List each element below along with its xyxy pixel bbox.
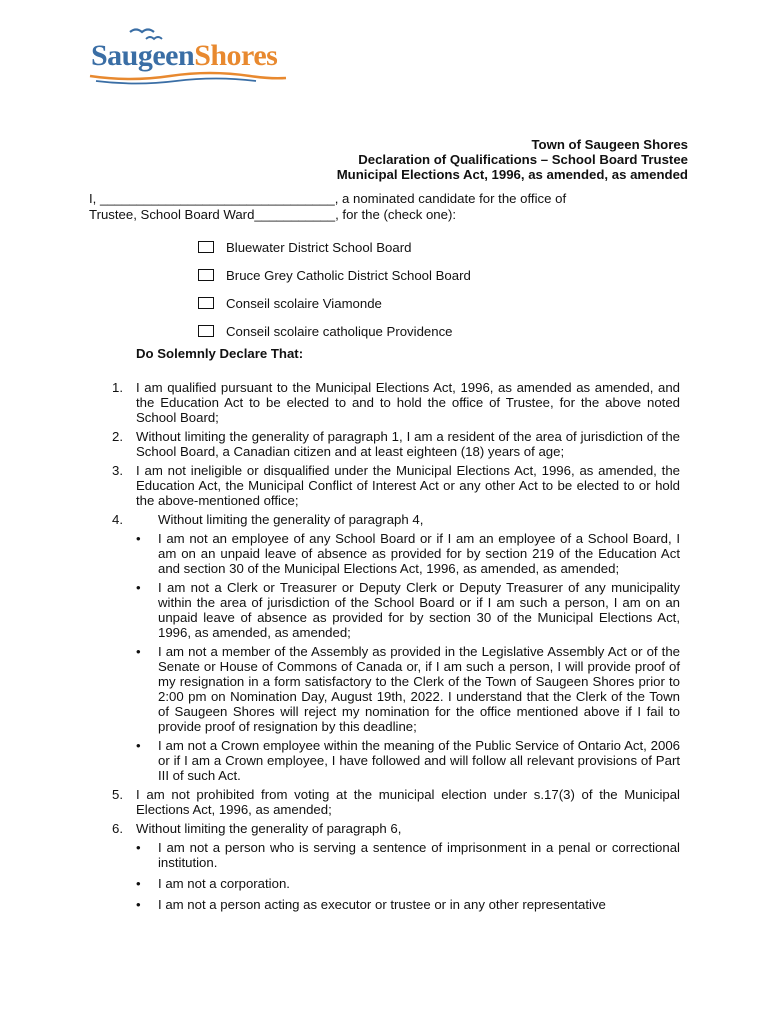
bullet-text: I am not a person who is serving a sentence of imprisonment in a penal or correctional institution. — [158, 840, 680, 870]
bullet-text: I am not a member of the Assembly as provided in the Legislative Assembly Act or of the Senate or House of Commons of Canada or, if I am such a person, I will provide proof of my resignation in a form satisfactory to the Clerk of the Town of Saugeen Shores prior to 2:00 pm on Nomination Day, August 19th, 2022. I understand that the Clerk of the Town of Saugeen Shores will reject my nomination for the office mentioned above if I fail to provide proof of resignation by this deadline; — [158, 644, 680, 734]
bullet-item — [136, 580, 680, 640]
bullet-icon: • — [136, 580, 141, 595]
bullet-text: I am not a corporation. — [158, 876, 290, 891]
bullet-icon: • — [136, 738, 141, 753]
list-item — [112, 429, 680, 459]
intro-line-2: Trustee, School Board Ward___________, for the (check one): — [89, 206, 457, 222]
item-number: 5. — [112, 787, 123, 802]
list-item — [112, 463, 680, 508]
bullet-icon: • — [136, 897, 141, 912]
declare-heading: Do Solemnly Declare That: — [136, 346, 304, 361]
item-text: Without limiting the generality of paragraph 1, I am a resident of the area of jurisdiction of the School Board, a Canadian citizen and at least eighteen (18) years of age; — [136, 429, 680, 459]
board-option[interactable] — [198, 317, 471, 345]
item-number: 3. — [112, 463, 123, 478]
bullet-item — [136, 738, 680, 783]
bullet-list — [136, 840, 680, 912]
bullet-item — [136, 531, 680, 576]
declaration-list — [112, 380, 680, 918]
bullet-text: I am not a person acting as executor or trustee or in any other representative — [158, 897, 606, 912]
item-text: I am not ineligible or disqualified under the Municipal Elections Act, 1996, as amended, the Education Act, the Municipal Conflict of Interest Act or any other Act to be elected to or hold the above-mentioned office; — [136, 463, 680, 508]
board-option[interactable] — [198, 261, 471, 289]
saugeen-shores-logo — [86, 26, 296, 86]
bullet-icon: • — [136, 840, 141, 855]
bullet-item — [136, 897, 680, 912]
item-number: 4. — [112, 512, 123, 527]
school-board-options — [198, 233, 471, 345]
intro-line-1: I, ________________________________, a nominated candidate for the office of — [89, 191, 567, 206]
checkbox[interactable] — [198, 241, 214, 253]
bullet-text: I am not a Crown employee within the meaning of the Public Service of Ontario Act, 2006 or if I am a Crown employee, I have followed and will follow all relevant provisions of Part III of such Act. — [158, 738, 680, 783]
item-text: Without limiting the generality of paragraph 6, — [136, 821, 402, 836]
board-option-label: Conseil scolaire catholique Providence — [226, 323, 453, 339]
title-line-2: Declaration of Qualifications – School Board Trustee — [358, 152, 688, 167]
checkbox[interactable] — [198, 297, 214, 309]
candidate-intro — [89, 191, 689, 222]
item-text: Without limiting the generality of paragraph 4, — [158, 512, 424, 527]
logo-wordmark: SaugeenShores — [91, 39, 278, 72]
list-item — [112, 512, 680, 527]
board-option-label: Bruce Grey Catholic District School Board — [226, 267, 471, 283]
bullet-icon: • — [136, 644, 141, 659]
document-title — [337, 137, 688, 182]
board-option[interactable] — [198, 233, 471, 261]
title-line-1: Town of Saugeen Shores — [531, 137, 688, 152]
board-option[interactable] — [198, 289, 471, 317]
item-number: 2. — [112, 429, 123, 444]
bullet-text: I am not an employee of any School Board or if I am an employee of a School Board, I am on an unpaid leave of absence as provided for by section 219 of the Education Act and section 30 of the Municipal Elections Act, 1996, as amended, as amended; — [158, 531, 680, 576]
bullet-icon: • — [136, 876, 141, 891]
bullet-text: I am not a Clerk or Treasurer or Deputy Clerk or Deputy Treasurer of any municipality within the area of jurisdiction of the School Board or if I am such a person, I am on an unpaid leave of absence as provided for by section 30 of the Municipal Elections Act, 1996, as amended, as amended; — [158, 580, 680, 640]
list-item — [112, 380, 680, 425]
bullet-item — [136, 876, 680, 891]
bullet-item — [136, 644, 680, 734]
title-line-3: Municipal Elections Act, 1996, as amended, as amended — [336, 167, 688, 182]
board-option-label: Conseil scolaire Viamonde — [226, 295, 382, 311]
item-number: 6. — [112, 821, 123, 836]
checkbox[interactable] — [198, 325, 214, 337]
checkbox[interactable] — [198, 269, 214, 281]
item-number: 1. — [112, 380, 123, 395]
list-item — [112, 821, 680, 836]
bullet-list — [136, 531, 680, 783]
board-option-label: Bluewater District School Board — [226, 239, 412, 255]
bullet-icon: • — [136, 531, 141, 546]
item-text: I am qualified pursuant to the Municipal Elections Act, 1996, as amended as amended, and the Education Act to be elected to and to hold the office of Trustee, for the above noted School Board; — [136, 380, 680, 425]
item-text: I am not prohibited from voting at the municipal election under s.17(3) of the Municipal Elections Act, 1996, as amended; — [136, 787, 680, 817]
list-item — [112, 787, 680, 817]
bullet-item — [136, 840, 680, 870]
